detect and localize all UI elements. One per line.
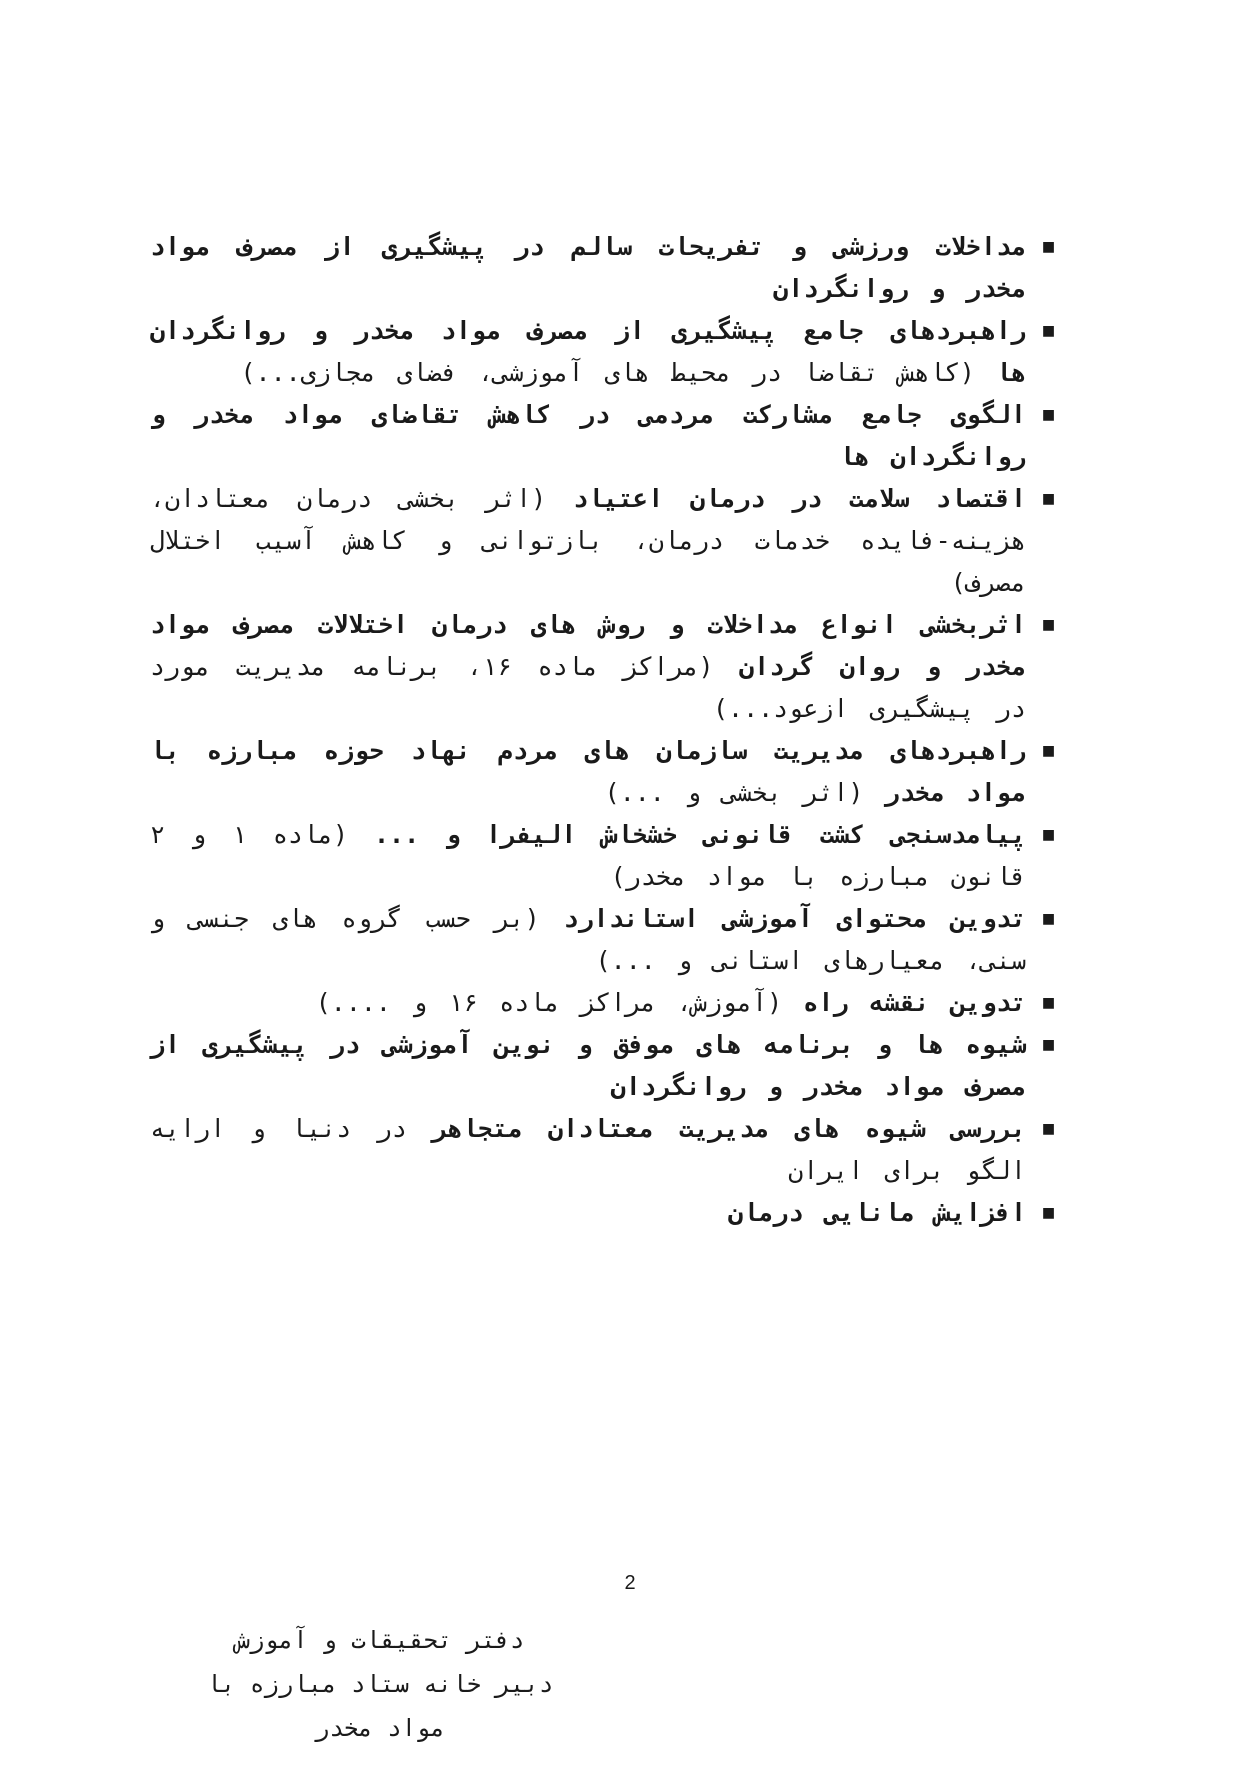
- signature-line: دفتر تحقیقات و آموزش: [235, 1626, 525, 1654]
- item-bold-text: الگوی جامع مشارکت مردمی در کاهش تقاضای مواد مخدر و روانگردان ها: [150, 400, 1026, 471]
- list-item: [150, 1024, 1070, 1108]
- research-topics-list-container: [150, 226, 1070, 1234]
- item-normal-text: (ماده ۱ و ۲ قانون مبارزه با مواد مخدر): [150, 820, 1026, 891]
- item-bold-text: اقتصاد سلامت در درمان اعتیاد: [572, 484, 1026, 513]
- item-normal-text: در دنیا و ارایه الگو برای ایران: [150, 1114, 1026, 1185]
- item-normal-text: (کاهش تقاضا در محیط های آموزشی، فضای مجازی...): [240, 358, 996, 387]
- list-item: [150, 1192, 1070, 1234]
- list-item: [150, 730, 1070, 814]
- square-bullet-icon: ■: [1043, 740, 1058, 761]
- list-item: [150, 982, 1070, 1024]
- item-bold-text: اثربخشی انواع مداخلات و روش های درمان اختلالات مصرف مواد مخدر و روان گردان: [150, 610, 1027, 681]
- signature-line: دبیر خانه ستاد مبارزه با: [206, 1670, 554, 1698]
- list-item: [150, 814, 1070, 898]
- item-normal-text: (بر حسب گروه های جنسی و سنی، معیارهای استانی و ...): [150, 904, 1026, 975]
- square-bullet-icon: ■: [1043, 614, 1058, 635]
- item-bold-text: شیوه ها و برنامه های موفق و نوین آموزشی در پیشگیری از مصرف مواد مخدر و روانگردان: [150, 1030, 1026, 1101]
- square-bullet-icon: ■: [1043, 1034, 1058, 1055]
- square-bullet-icon: ■: [1043, 320, 1058, 341]
- square-bullet-icon: ■: [1043, 236, 1058, 257]
- square-bullet-icon: ■: [1043, 908, 1058, 929]
- item-bold-text: بررسی شیوه های مدیریت معتادان متجاهر: [432, 1114, 1026, 1143]
- item-bold-text: مداخلات ورزشی و تفریحات سالم در پیشگیری از مصرف مواد مخدر و روانگردان: [150, 232, 1026, 303]
- square-bullet-icon: ■: [1043, 1118, 1058, 1139]
- square-bullet-icon: ■: [1043, 992, 1058, 1013]
- list-item: [150, 1108, 1070, 1192]
- item-normal-text: (اثر بخشی و ...): [604, 778, 885, 807]
- list-item: [150, 604, 1070, 730]
- list-item: [150, 226, 1070, 310]
- item-bold-text: افزایش مانایی درمان: [728, 1198, 1026, 1227]
- item-normal-text: (آموزش، مراکز ماده ۱۶ و ....): [315, 988, 804, 1017]
- item-bold-text: راهبردهای جامع پیشگیری از مصرف مواد مخدر و روانگردان ها: [150, 316, 1026, 387]
- item-normal-text: (مراکز ماده ۱۶، برنامه مدیریت مورد در پیشگیری ازعود...): [150, 652, 1026, 723]
- square-bullet-icon: ■: [1043, 404, 1058, 425]
- signature-block: [160, 1618, 600, 1750]
- item-bold-text: تدوین نقشه راه: [803, 988, 1026, 1017]
- item-normal-text: (اثر بخشی درمان معتادان، هزینه-فایده خدمات درمان، بازتوانی و کاهش آسیب اختلال مصرف): [150, 484, 1026, 597]
- list-item: [150, 394, 1070, 478]
- square-bullet-icon: ■: [1043, 488, 1058, 509]
- item-bold-text: پیامدسنجی کشت قانونی خشخاش الیفرا و ...: [373, 820, 1026, 849]
- item-bold-text: تدوین محتوای آموزشی استاندارد: [563, 904, 1026, 933]
- page-number: 2: [624, 1572, 636, 1594]
- item-bold-text: راهبردهای مدیریت سازمان های مردم نهاد حوزه مبارزه با مواد مخدر: [150, 736, 1026, 807]
- research-topics-list: [150, 226, 1070, 1234]
- square-bullet-icon: ■: [1043, 1202, 1058, 1223]
- list-item: [150, 310, 1070, 394]
- list-item: [150, 478, 1070, 604]
- square-bullet-icon: ■: [1043, 824, 1058, 845]
- list-item: [150, 898, 1070, 982]
- signature-line: مواد مخدر: [314, 1714, 446, 1742]
